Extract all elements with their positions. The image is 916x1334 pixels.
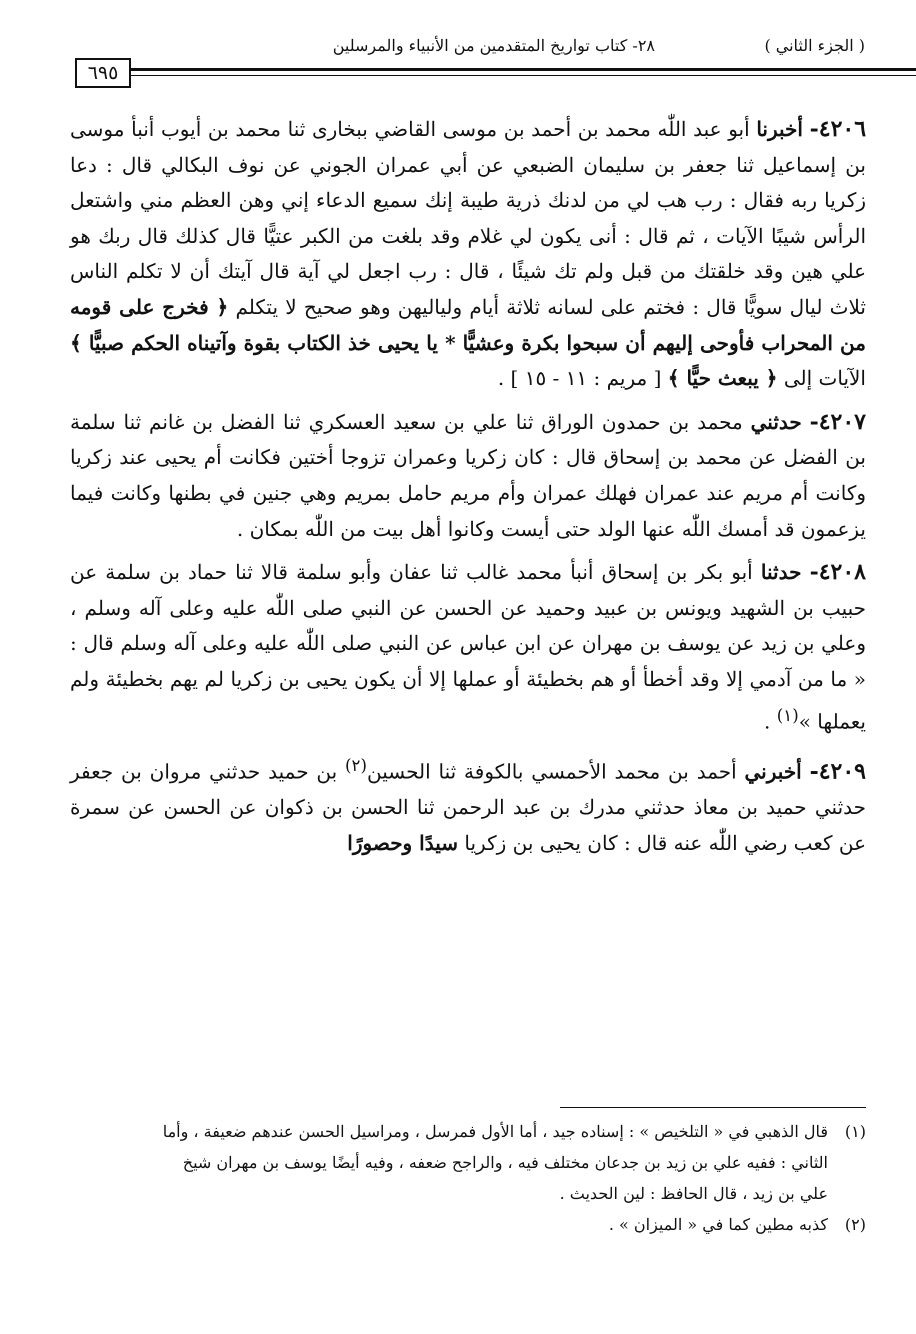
entry-number: ٤٢٠٨- xyxy=(809,559,866,586)
footnote-line: علي بن زيد ، قال الحافظ : لين الحديث . xyxy=(559,1184,828,1203)
footnote-number: (٢) xyxy=(844,1215,866,1234)
entry-number: ٤٢٠٩- xyxy=(809,758,866,785)
emphasized-text: سيدًا وحصورًا xyxy=(347,830,459,855)
entry-number: ٤٢٠٦- xyxy=(809,116,867,142)
header-rule-thin xyxy=(130,75,916,76)
chapter-title: ٢٨- كتاب تواريخ المتقدمين من الأنبياء والمرسلين xyxy=(332,36,655,55)
page-number: ٦٩٥ xyxy=(75,58,131,88)
footnote-1 xyxy=(70,1116,866,1147)
hadith-entry-4206 xyxy=(70,112,866,397)
footnotes xyxy=(70,1116,866,1240)
footnote-1-line-3 xyxy=(70,1178,866,1209)
header-rule xyxy=(130,68,916,71)
hadith-entry-4208 xyxy=(70,555,866,740)
volume-label: ( الجزء الثاني ) xyxy=(764,36,865,55)
entry-text: أحمد بن محمد الأحمسي بالكوفة ثنا الحسين xyxy=(367,759,737,784)
entry-number: ٤٢٠٧- xyxy=(809,408,866,435)
hadith-entry-4209 xyxy=(70,748,866,861)
entry-text: محمد بن حمدون الوراق ثنا علي بن سعيد العسكري ثنا الفضل بن غانم ثنا سلمة بن الفضل عن محمد بن إسحاق قال : كان زكريا وعمران تزوجا أختين فكانت أم يحيى عند زكريا وكانت أم مريم عند عمران فهلك عمران وأم مريم حامل بمريم وهي جنين في بطنها وكانت فيما يزعمون قد أمسك اللّٰه عنها الولد حتى أيست وكانوا أهل بيت من اللّٰه بمكان . xyxy=(70,409,866,541)
footnote-ref: (٢) xyxy=(345,755,367,775)
footnote-ref: (١) xyxy=(776,705,799,725)
quran-verse: ﴿ يبعث حيًّا ﴾ xyxy=(667,366,778,391)
hadith-entry-4207 xyxy=(70,405,866,547)
transmission-keyword: أخبرنا xyxy=(756,117,803,141)
transmission-keyword: حدثني xyxy=(750,409,802,434)
entry-text: الآيات إلى xyxy=(777,366,866,391)
transmission-keyword: أخبرني xyxy=(744,759,802,784)
footnote-1-line-2 xyxy=(70,1147,866,1178)
transmission-keyword: حدثنا xyxy=(760,560,802,585)
quran-verse: ﴿ فخرج على قومه من المحراب فأوحى إليهم أن سبحوا بكرة وعشيًّا * يا يحيى خذ الكتاب بقوة وآتيناه الحكم صبيًّا ﴾ xyxy=(70,294,866,355)
entry-end: . xyxy=(764,709,777,734)
entry-text: أبو بكر بن إسحاق أنبأ محمد غالب ثنا عفان وأبو سلمة قالا ثنا حماد بن سلمة عن حبيب بن الشهيد ويونس بن عبيد وحميد عن الحسن عن النبي صلى اللّٰه عليه وعلى آله وسلم ، وعلي بن زيد عن يوسف بن مهران عن ابن عباس عن النبي صلى اللّٰه عليه وعلى آله وسلم قال : « ما من آدمي إلا وقد أخطأ أو هم بخطيئة أو عملها إلا أن يكون يحيى بن زكريا لم يهم بخطيئة ولم يعملها » xyxy=(70,560,866,734)
footnote-number: (١) xyxy=(844,1122,866,1141)
footnote-separator xyxy=(560,1107,866,1108)
footnote-2 xyxy=(70,1209,866,1240)
verse-reference: [ مريم : ١١ - ١٥ ] . xyxy=(497,366,662,391)
entry-text: أبو عبد اللّٰه محمد بن أحمد بن موسى القاضي ببخارى ثنا محمد بن أيوب أنبأ موسى بن إسماعيل ثنا جعفر بن سليمان الضبعي عن أبي عمران الجوني عن نوف البكالي قال : دعا زكريا ربه فقال : رب هب لي من لدنك ذرية طيبة إنك سميع الدعاء إني وهن العظم مني واشتعل الرأس شيبًا الآيات ، ثم قال : أنى يكون لي غلام وقد بلغت من الكبر عتيًّا قال كذلك قال ربك هو علي هين وقد خلقتك من قبل ولم تك شيئًا ، قال : رب اجعل لي آية قال آيتك أن لا تكلم الناس ثلاث ليال سويًّا قال : فختم على لسانه ثلاثة أيام ولياليهن وهو صحيح لا يتكلم xyxy=(70,117,866,319)
body-text xyxy=(70,112,866,869)
entry-text: بن حميد حدثني مروان بن جعفر حدثني حميد بن معاذ حدثني مدرك بن عبد الرحمن ثنا الحسن بن ذكوان عن الحسن عن سمرة عن كعب رضي اللّٰه عنه قال : كان يحيى بن زكريا xyxy=(70,759,866,855)
footnote-line: الثاني : ففيه علي بن زيد بن جدعان مختلف فيه ، والراجح ضعفه ، وفيه أيضًا يوسف بن مهران شيخ xyxy=(182,1153,828,1172)
footnote-line: كذبه مطين كما في « الميزان » . xyxy=(608,1215,828,1234)
footnote-line: قال الذهبي في « التلخيص » : إسناده جيد ، أما الأول فمرسل ، ومراسيل الحسن عندهم ضعيفة ، وأما xyxy=(162,1122,828,1141)
